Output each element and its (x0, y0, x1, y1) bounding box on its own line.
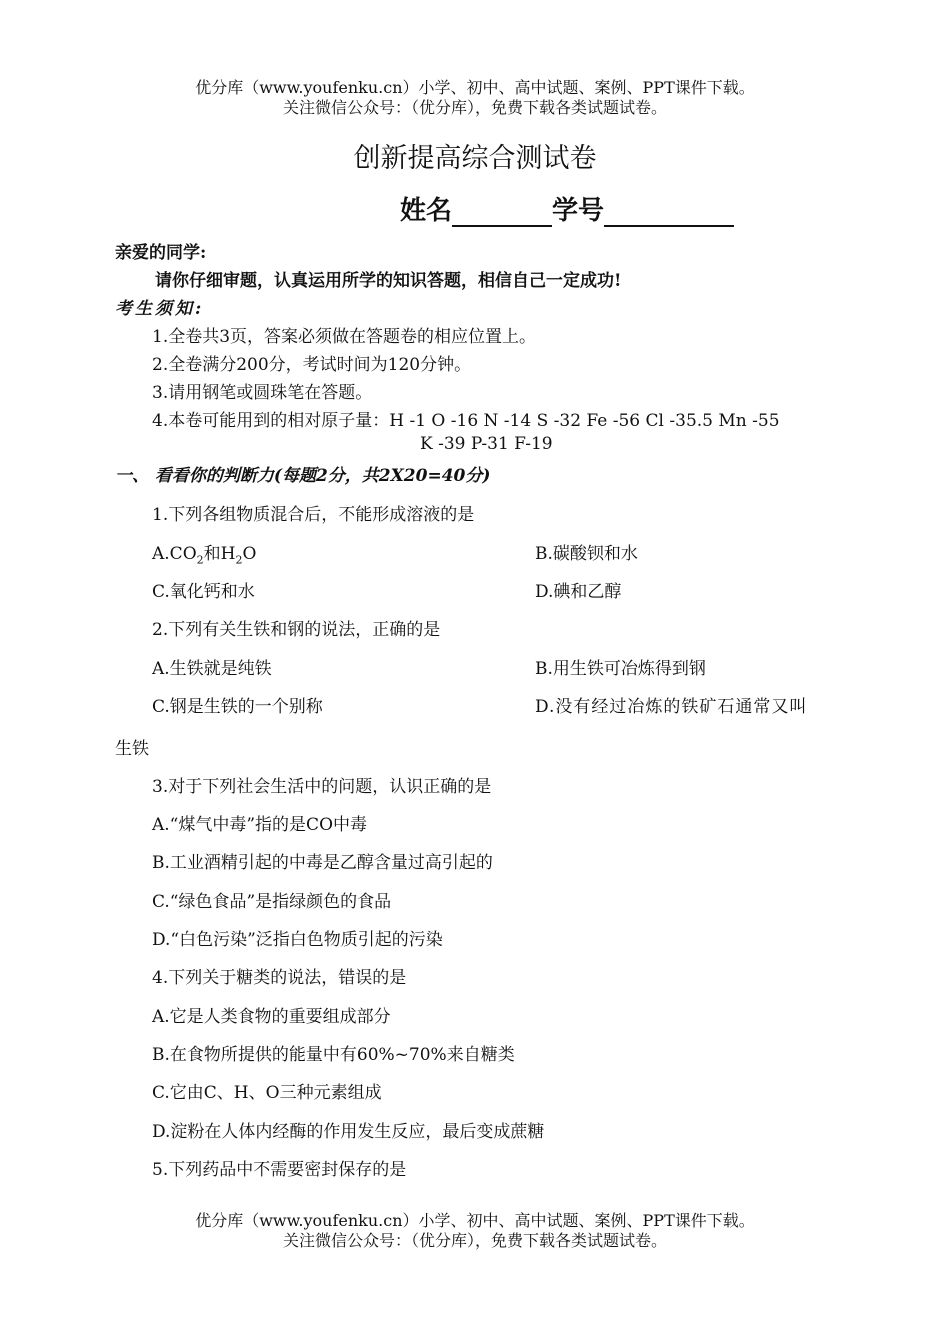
note-4: 4.本卷可能用到的相对原子量：H -1 O -16 N -14 S -32 Fe -56 Cl -35.5 Mn -55 (152, 411, 780, 431)
q2-stem: 2.下列有关生铁和钢的说法，正确的是 (152, 620, 441, 640)
header-line-1: 优分库（www.youfenku.cn）小学、初中、高中试题、案例、PPT课件下载。 (195, 78, 755, 97)
encouragement: 请你仔细审题，认真运用所学的知识答题，相信自己一定成功! (155, 271, 622, 291)
footer-line-1: 优分库（www.youfenku.cn）小学、初中、高中试题、案例、PPT课件下载。 (195, 1211, 755, 1230)
q1-option-c: C.氧化钙和水 (152, 582, 255, 602)
q2-option-b: B.用生铁可冶炼得到钢 (535, 659, 706, 679)
q3-option-b: B.工业酒精引起的中毒是乙醇含量过高引起的 (152, 853, 493, 873)
q4-option-a: A.它是人类食物的重要组成部分 (152, 1007, 391, 1027)
note-3: 3.请用钢笔或圆珠笔在答题。 (152, 383, 373, 403)
q2-option-d: D.没有经过冶炼的铁矿石通常又叫 (535, 697, 808, 717)
q3-option-c: C.“绿色食品”是指绿颜色的食品 (152, 892, 392, 912)
name-blank[interactable] (452, 201, 552, 227)
q3-stem: 3.对于下列社会生活中的问题，认识正确的是 (152, 777, 492, 797)
q1-option-d: D.碘和乙醇 (535, 582, 622, 602)
note-4-cont: K -39 P-31 F-19 (420, 434, 553, 454)
note-1: 1.全卷共3页，答案必须做在答题卷的相应位置上。 (152, 327, 537, 347)
q4-stem: 4.下列关于糖类的说法，错误的是 (152, 968, 407, 988)
q2-option-c: C.钢是生铁的一个别称 (152, 697, 323, 717)
q5-stem: 5.下列药品中不需要密封保存的是 (152, 1160, 407, 1180)
q2-option-a: A.生铁就是纯铁 (152, 659, 272, 679)
name-label: 姓名 (400, 196, 453, 226)
q1-option-a: $A.CO_2$和$H_2O$ (152, 544, 257, 567)
id-label: 学号 (552, 196, 605, 226)
header-line-2: 关注微信公众号：（优分库），免费下载各类试题试卷。 (282, 98, 667, 117)
q4-option-c: C.它由C、H、O三种元素组成 (152, 1083, 382, 1103)
q1-option-b: B.碳酸钡和水 (535, 544, 638, 564)
page-header (0, 78, 950, 118)
q4-option-d: D.淀粉在人体内经酶的作用发生反应，最后变成蔗糖 (152, 1122, 545, 1142)
q1-stem: 1.下列各组物质混合后，不能形成溶液的是 (152, 505, 475, 525)
section-1-title: 一、 看看你的判断力(每题2分，共2X20=40分) (115, 466, 491, 486)
exam-title: 创新提高综合测试卷 (353, 143, 597, 174)
q3-option-a: A.“煤气中毒”指的是CO中毒 (152, 815, 368, 835)
note-2: 2.全卷满分200分，考试时间为120分钟。 (152, 355, 472, 375)
greeting: 亲爱的同学: (115, 243, 207, 263)
page-footer (0, 1211, 950, 1251)
q3-option-d: D.“白色污染”泛指白色物质引起的污染 (152, 930, 443, 950)
footer-line-2: 关注微信公众号：（优分库），免费下载各类试题试卷。 (282, 1231, 667, 1250)
notice-title: 考生须知: (115, 299, 205, 319)
id-blank[interactable] (604, 201, 734, 227)
q2-option-d-cont: 生铁 (115, 739, 149, 759)
name-id-line (400, 190, 734, 227)
q4-option-b: B.在食物所提供的能量中有60%~70%来自糖类 (152, 1045, 515, 1065)
